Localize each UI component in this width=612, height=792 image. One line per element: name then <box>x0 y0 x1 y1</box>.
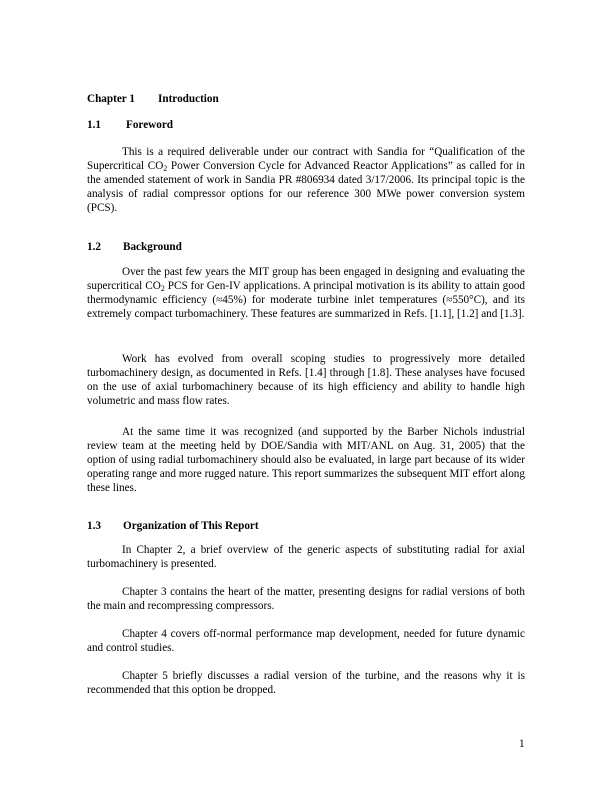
chapter-heading <box>87 92 219 106</box>
paragraph-organization-1: In Chapter 2, a brief overview of the generic aspects of substituting radial for axial turbomachinery is presented. <box>87 544 525 571</box>
section-number: 1.3 <box>87 520 101 532</box>
paragraph-organization-4: Chapter 5 briefly discusses a radial version of the turbine, and the reasons why it is recommended that this option be dropped. <box>87 670 525 697</box>
paragraph-foreword <box>87 145 525 215</box>
paragraph-organization-3: Chapter 4 covers off-normal performance map development, needed for future dynamic and control studies. <box>87 628 525 655</box>
text: Over the past few years the MIT group has been engaged in designing and evaluating the supercritical CO <box>87 266 525 293</box>
section-heading-1-1 <box>87 118 173 132</box>
paragraph-background-3: At the same time it was recognized (and supported by the Barber Nichols industrial review team at the meeting held by DOE/Sandia with MIT/ANL on Aug. 31, 2005) that the option of using radial turbomachinery should also be evaluated, in large part because of its wider operating range and more rugged nature. This report summarizes the subsequent MIT effort along these lines. <box>87 426 525 495</box>
paragraph-background-2: Work has evolved from overall scoping studies to progressively more detailed turbomachinery design, as documented in Refs. [1.4] through [1.8]. These analyses have focused on the use of axial turbomachinery because of its high efficiency and ability to handle high volumetric and mass flow rates. <box>87 353 525 408</box>
subscript: 2 <box>160 284 165 294</box>
paragraph-organization-2: Chapter 3 contains the heart of the matter, presenting designs for radial versions of both the main and recompressing compressors. <box>87 586 525 613</box>
section-heading-1-2 <box>87 240 182 254</box>
subscript: 2 <box>163 164 168 174</box>
section-title: Foreword <box>126 119 174 131</box>
chapter-number: Chapter 1 <box>87 93 135 105</box>
chapter-title: Introduction <box>158 93 219 105</box>
paragraph-background-1 <box>87 265 525 321</box>
text: Power Conversion Cycle for Advanced Reactor Applications” as called for in the amended statement of work in Sandia PR #806934 dated 3/17/2006. Its principal topic is the analysis of radial compressor options for our reference 300 MWe power conversion system (PCS). <box>87 160 525 215</box>
text: This is a required deliverable under our contract with Sandia for “Qualification of the Supercritical CO <box>87 146 525 173</box>
section-heading-1-3 <box>87 519 259 533</box>
section-title: Organization of This Report <box>123 520 259 532</box>
page-number: 1 <box>519 738 525 750</box>
text: PCS for Gen-IV applications. A principal motivation is its ability to attain good thermodynamic efficiency (≈45%) for moderate turbine inlet temperatures (≈550°C), and its extremely compact turbomachinery. These features are summarized in Refs. [1.1], [1.2] and [1.3]. <box>87 280 525 321</box>
section-number: 1.1 <box>87 119 101 131</box>
section-title: Background <box>123 241 182 253</box>
section-number: 1.2 <box>87 241 101 253</box>
